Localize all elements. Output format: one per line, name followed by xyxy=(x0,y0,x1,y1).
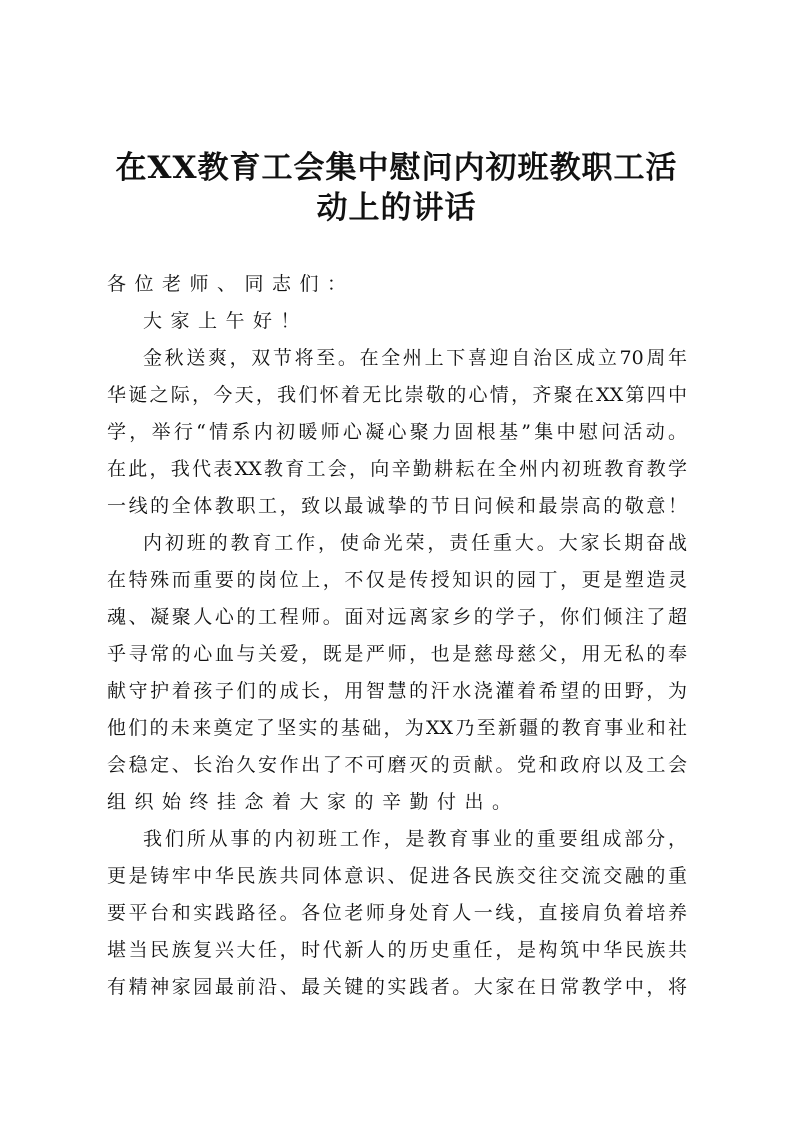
text-line: 组织始终挂念着大家的辛勤付出。 xyxy=(107,791,520,813)
text-line: 乎寻常的心血与关爱，既是严师，也是慈母慈父，用无私的奉 xyxy=(107,643,687,665)
document-title xyxy=(100,148,693,228)
paragraph xyxy=(107,525,687,821)
paragraph xyxy=(107,303,687,340)
text-line: 一线的全体教职工，致以最诚挚的节日问候和最崇高的敬意！ xyxy=(107,495,687,517)
text-line: 我们所从事的内初班工作，是教育事业的重要组成部分， xyxy=(143,828,687,850)
paragraph xyxy=(107,821,687,1006)
text-line: 他们的未来奠定了坚实的基础，为XX乃至新疆的教育事业和社 xyxy=(107,717,687,739)
text-line: 在此，我代表XX教育工会，向辛勤耕耘在全州内初班教育教学 xyxy=(107,458,687,480)
title-line: 动上的讲话 xyxy=(316,190,477,226)
text-line: 魂、凝聚人心的工程师。面对远离家乡的学子，你们倾注了超 xyxy=(107,606,687,628)
document-body xyxy=(107,266,687,1006)
text-line: 各位老师、同志们： xyxy=(107,273,355,295)
text-line: 学，举行“情系内初暖师心凝心聚力固根基”集中慰问活动。 xyxy=(107,421,687,443)
paragraph xyxy=(107,266,687,303)
paragraph xyxy=(107,340,687,525)
text-line: 堪当民族复兴大任，时代新人的历史重任，是构筑中华民族共 xyxy=(107,939,687,961)
text-line: 更是铸牢中华民族共同体意识、促进各民族交往交流交融的重 xyxy=(107,865,687,887)
text-line: 有精神家园最前沿、最关键的实践者。大家在日常教学中，将 xyxy=(107,976,687,998)
text-line: 内初班的教育工作，使命光荣，责任重大。大家长期奋战 xyxy=(143,532,687,554)
text-line: 在特殊而重要的岗位上，不仅是传授知识的园丁，更是塑造灵 xyxy=(107,569,687,591)
text-line: 大家上午好！ xyxy=(143,310,309,332)
text-line: 献守护着孩子们的成长，用智慧的汗水浇灌着希望的田野，为 xyxy=(107,680,687,702)
text-line: 金秋送爽，双节将至。在全州上下喜迎自治区成立70周年 xyxy=(143,347,687,369)
text-line: 要平台和实践路径。各位老师身处育人一线，直接肩负着培养 xyxy=(107,902,687,924)
title-line: 在XX教育工会集中慰问内初班教职工活 xyxy=(115,150,678,186)
text-line: 华诞之际，今天，我们怀着无比崇敬的心情，齐聚在XX第四中 xyxy=(107,384,687,406)
text-line: 会稳定、长治久安作出了不可磨灭的贡献。党和政府以及工会 xyxy=(107,754,687,776)
